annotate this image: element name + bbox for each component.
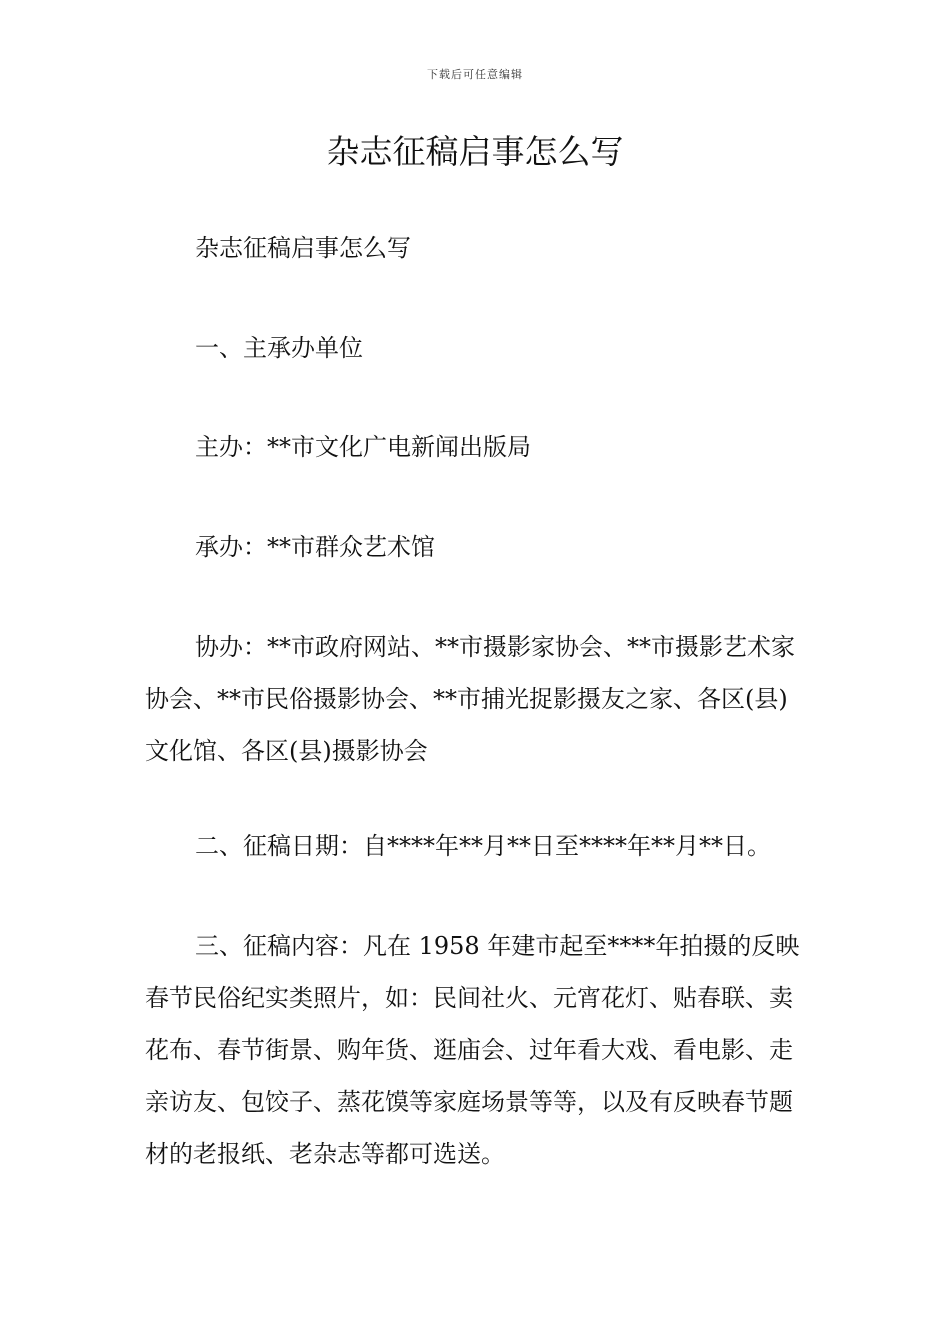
paragraph-submission-content: 三、征稿内容：凡在 1958 年建市起至****年拍摄的反映春节民俗纪实类照片，如：民间社火、元宵花灯、贴春联、卖花布、春节街景、购年货、逛庙会、过年看大戏、看电影、走亲访友、包饺子、蒸花馍等家庭场景等等，以及有反映春节题材的老报纸、老杂志等都可选送。 [145, 932, 800, 1168]
document-title: 杂志征稿启事怎么写 [326, 132, 624, 171]
paragraph-section-1-heading: 一、主承办单位 [195, 334, 363, 362]
paragraph-undertaker: 承办：**市群众艺术馆 [195, 533, 435, 561]
paragraph-submission-dates: 二、征稿日期：自****年**月**日至****年**月**日。 [195, 832, 771, 860]
paragraph-subtitle: 杂志征稿启事怎么写 [195, 234, 411, 262]
paragraph-organizer: 主办：**市文化广电新闻出版局 [195, 433, 531, 461]
paragraph-co-organizers: 协办：**市政府网站、**市摄影家协会、**市摄影艺术家协会、**市民俗摄影协会、**市捕光捉影摄友之家、各区(县)文化馆、各区(县)摄影协会 [145, 633, 795, 765]
header-note: 下载后可任意编辑 [427, 68, 523, 81]
